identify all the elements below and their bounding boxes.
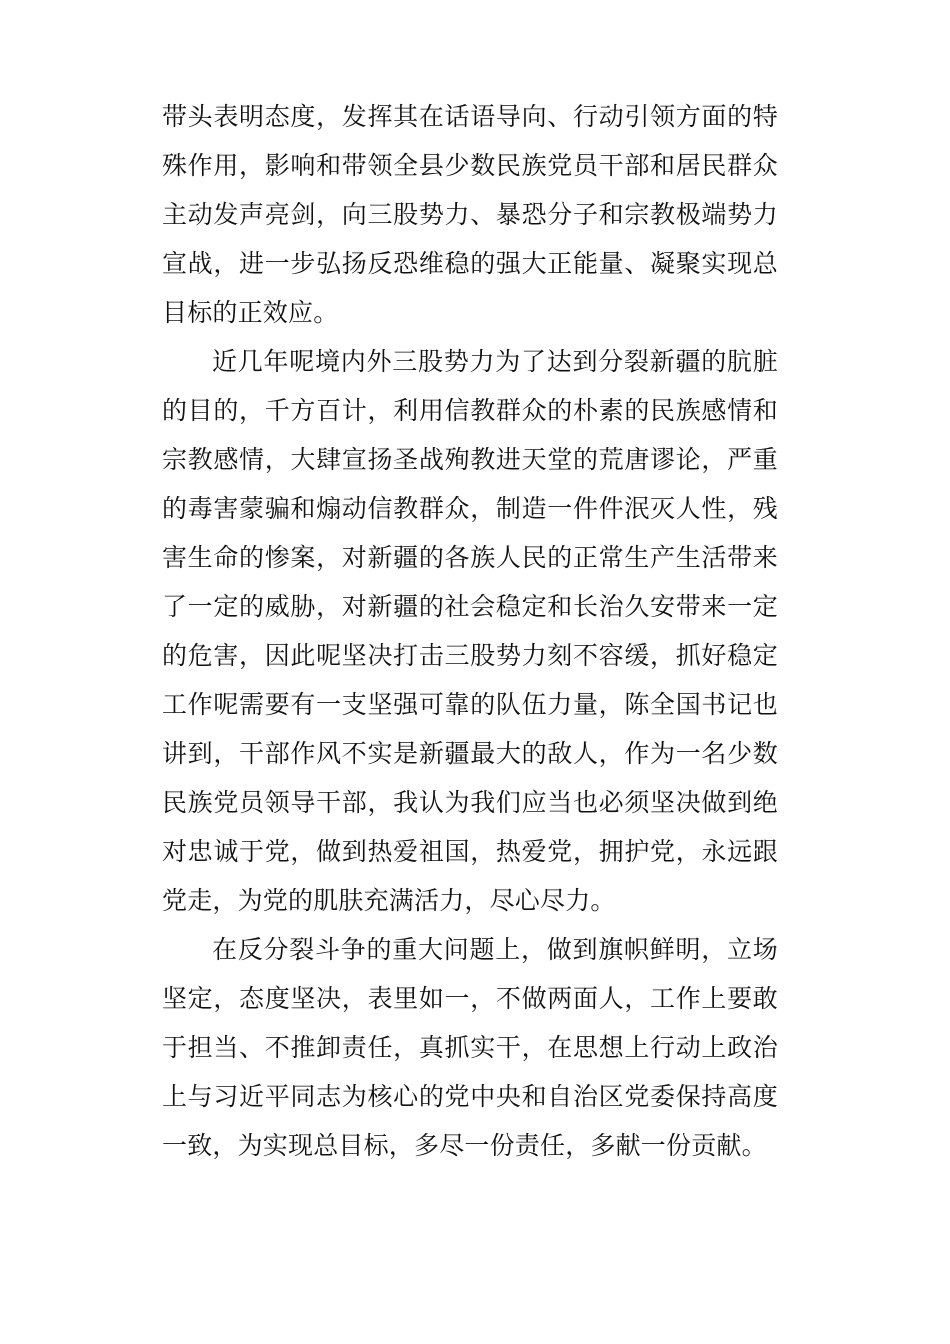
- paragraph-1: 带头表明态度，发挥其在话语导向、行动引领方面的特殊作用，影响和带领全县少数民族党员干部和居民群众主动发声亮剑，向三股势力、暴恐分子和宗教极端势力宣战，进一步弘扬反恐维稳的强大正能量、凝聚实现总目标的正效应。: [162, 102, 778, 327]
- paragraph-3: 在反分裂斗争的重大问题上，做到旗帜鲜明，立场坚定，态度坚决，表里如一，不做两面人，工作上要敢于担当、不推卸责任，真抓实干，在思想上行动上政治上与习近平同志为核心的党中央和自治区党委保持高度一致，为实现总目标，多尽一份责任，多献一份贡献。: [162, 935, 778, 1160]
- document-page: [162, 92, 778, 1170]
- paragraph-2: 近几年呢境内外三股势力为了达到分裂新疆的肮脏的目的，千方百计，利用信教群众的朴素的民族感情和宗教感情，大肆宣扬圣战殉教进天堂的荒唐谬论，严重的毒害蒙骗和煽动信教群众，制造一件件泯灭人性，残害生命的惨案，对新疆的各族人民的正常生产生活带来了一定的威胁，对新疆的社会稳定和长治久安带来一定的危害，因此呢坚决打击三股势力刻不容缓，抓好稳定工作呢需要有一支坚强可靠的队伍力量，陈全国书记也讲到，干部作风不实是新疆最大的敌人，作为一名少数民族党员领导干部，我认为我们应当也必须坚决做到绝对忠诚于党，做到热爱祖国，热爱党，拥护党，永远跟党走，为党的肌肤充满活力，尽心尽力。: [162, 347, 778, 915]
